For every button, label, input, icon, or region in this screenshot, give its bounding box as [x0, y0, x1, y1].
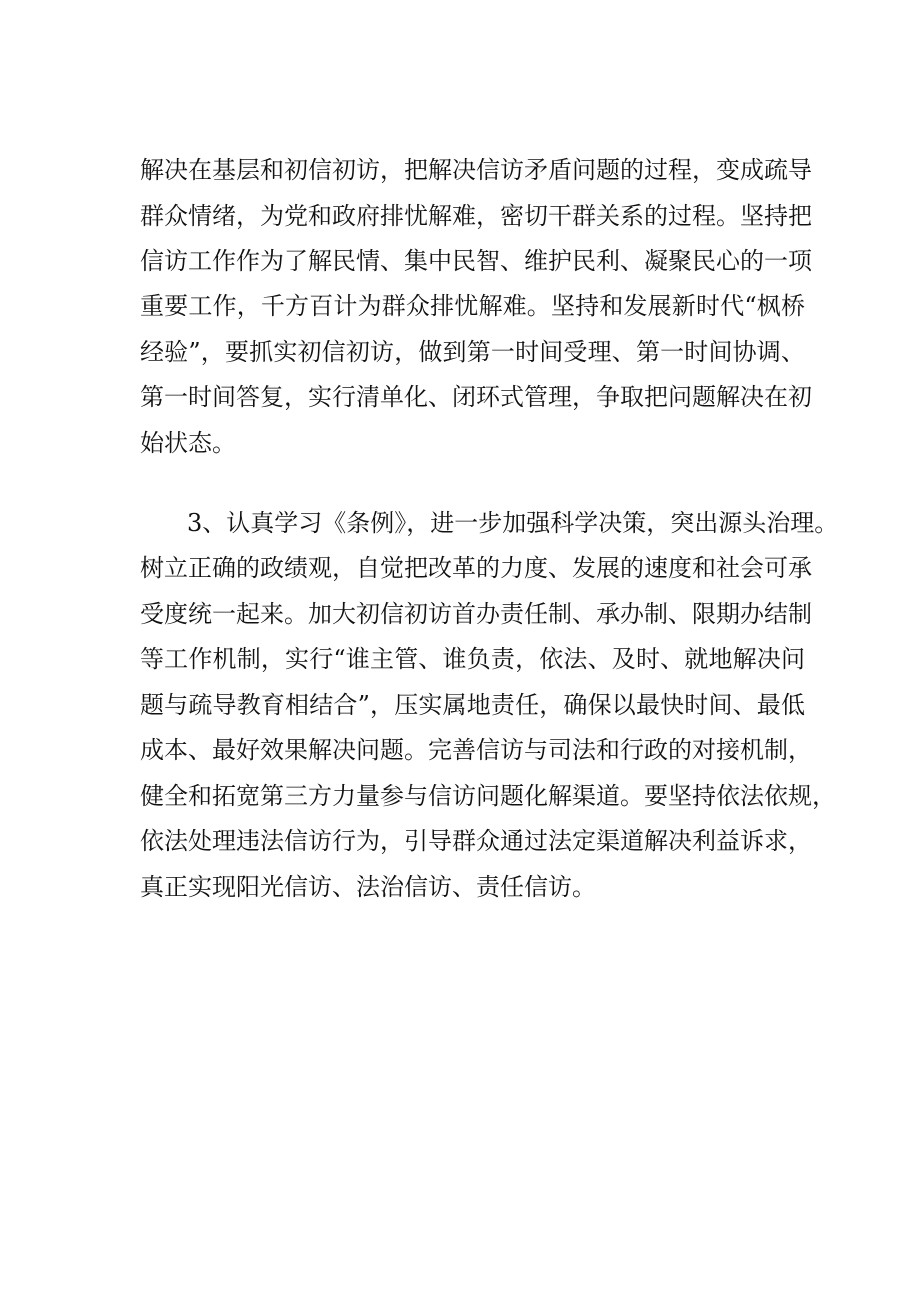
- paragraph-1-line: 重要工作，千方百计为群众排忧解难。坚持和发展新时代“枫桥: [140, 292, 805, 320]
- paragraph-2-line: 等工作机制，实行“谁主管、谁负责，依法、及时、就地解决问: [140, 645, 805, 673]
- paragraph-2-line: 受度统一起来。加大初信初访首办责任制、承办制、限期办结制: [140, 600, 812, 628]
- paragraph-2-line: 健全和拓宽第三方力量参与信访问题化解渠道。要坚持依法依规，: [140, 782, 836, 810]
- paragraph-2-line: 树立正确的政绩观，自觉把改革的力度、发展的速度和社会可承: [140, 554, 812, 582]
- paragraph-1-line: 解决在基层和初信初访，把解决信访矛盾问题的过程，变成疏导: [140, 156, 812, 184]
- paragraph-1-line: 始状态。: [140, 429, 236, 457]
- paragraph-2-line: 成本、最好效果解决问题。完善信访与司法和行政的对接机制，: [140, 736, 812, 764]
- paragraph-1-line: 经验”，要抓实初信初访，做到第一时间受理、第一时间协调、: [140, 338, 805, 366]
- paragraph-1-line: 第一时间答复，实行清单化、闭环式管理，争取把问题解决在初: [140, 383, 812, 411]
- paragraph-2-line: 依法处理违法信访行为，引导群众通过法定渠道解决利益诉求，: [140, 827, 812, 855]
- paragraph-1-line: 群众情绪，为党和政府排忧解难，密切干群关系的过程。坚持把: [140, 202, 812, 230]
- paragraph-2-heading-line: 3、认真学习《条例》，进一步加强科学决策，突出源头治理。: [187, 509, 839, 537]
- paragraph-1-line: 信访工作作为了解民情、集中民智、维护民利、凝聚民心的一项: [140, 247, 812, 275]
- paragraph-2-line: 题与疏导教育相结合”，压实属地责任，确保以最快时间、最低: [140, 691, 805, 719]
- paragraph-2-line: 真正实现阳光信访、法治信访、责任信访。: [140, 873, 596, 901]
